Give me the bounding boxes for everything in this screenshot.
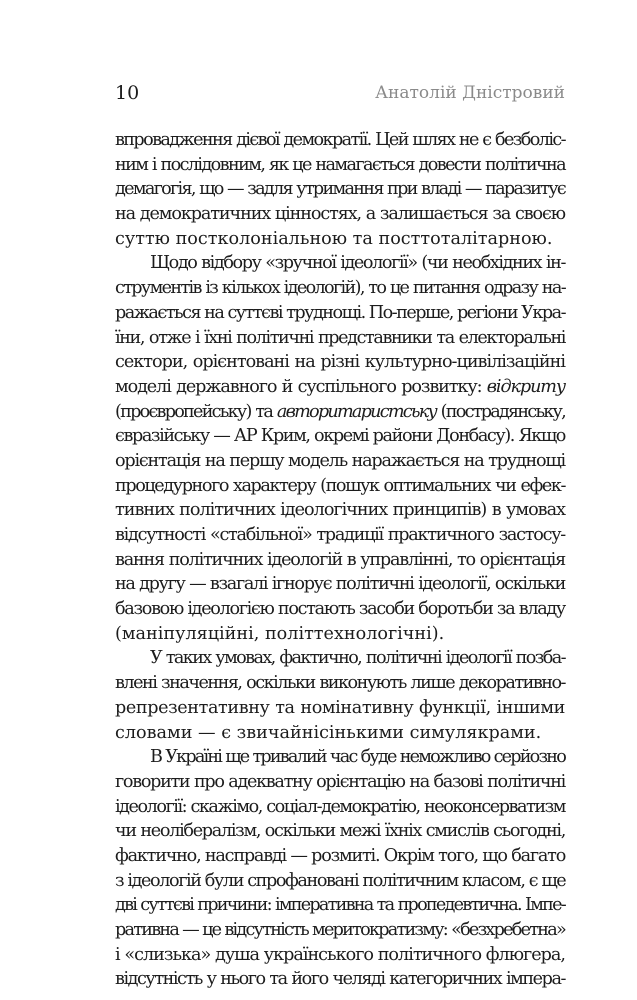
text-line: демагогія, що — задля утримання при владі — паразитує [115,179,565,200]
text-line: ражається на суттєві труднощі. По-перше, регіони Укра- [115,302,566,323]
running-title-author: Анатолій Дністровий [375,83,565,103]
text-line: ідеології: скажімо, соціал-демократію, неоконсерватизм [115,796,565,817]
text-line: говорити про адекватну орієнтацію на базові політичні [115,771,565,792]
text-line: відсутність у нього та його челяді категоричних імпера- [115,969,565,990]
text-line: ративна — це відсутність меритократизму: «безхребетна» [115,920,565,940]
text-line: їни, отже і їхні політичні представники та електоральні [115,327,565,348]
text-segment: (проєвропейську) та [115,401,277,422]
text-line: фактично, насправді — розмиті. Окрім того, що багато [115,845,566,866]
text-line [115,375,565,400]
text-line: на демократичних цінностях, а залишається за своєю [115,204,565,225]
emphasis-open-model: відкриту [486,376,565,397]
text-line: тивних політичних ідеологічних принципів) в умовах [115,500,565,521]
text-line [115,400,565,425]
text-line: У таких умовах, фактично, політичні ідеології позба- [150,648,565,669]
text-line: базовою ідеологією постають засоби боротьби за владу [115,599,565,620]
text-line: Щодо відбору «зручної ідеології» (чи необхідних ін- [150,253,565,274]
text-line: ним і послідовним, як це намагається довести політична [115,154,565,175]
text-line: на другу — взагалі ігнорує політичні ідеології, оскільки [115,574,565,595]
text-line: орієнтація на першу модель наражається на труднощі [115,450,565,471]
text-segment: моделі державного й суспільного розвитку: [115,376,487,397]
text-line: процедурного характеру (пошук оптимальних чи ефек- [115,475,565,496]
text-line: з ідеологій були спрофановані політичним класом, є ще [115,870,566,891]
text-line: (маніпуляційні, політтехнологічні). [115,623,445,644]
text-line: суттю постколоніальною та посттоталітарною. [115,228,553,249]
text-line: євразійську — АР Крим, окремі райони Донбасу). Якщо [115,426,565,447]
text-line: словами — є звичайнісінькими симулякрами. [115,722,542,743]
text-line: чи неолібералізм, оскільки межі їхніх смислів сьогодні, [115,821,565,842]
text-line: сектори, орієнтовані на різні культурно-цивілізаційні [115,352,565,373]
text-line: В Україні ще тривалий час буде неможливо серйозно [150,747,565,768]
text-line: влені значення, оскільки виконують лише декоративно- [115,673,565,694]
text-line: дві суттєві причини: імперативна та пропедевтична. Імпе- [115,895,565,916]
text-line: впровадження дієвої демократії. Цей шлях не є безболіс- [115,130,565,150]
text-line: і «слизька» душа українського політичного флюгера, [115,944,565,965]
text-line: струментів із кількох ідеологій), то це питання одразу на- [115,278,565,299]
emphasis-authoritarian-model: авторитаристську [276,401,436,422]
text-line: вання політичних ідеологій в управлінні, то орієнтація [115,549,565,570]
text-line: репрезентативну та номінативну функції, іншими [115,697,565,718]
page-number: 10 [115,82,140,104]
running-head [115,81,565,105]
text-body [115,128,565,992]
text-line: відсутності «стабільної» традиції практичного застосу- [115,525,565,545]
text-segment: (пострадянську, [435,401,565,422]
